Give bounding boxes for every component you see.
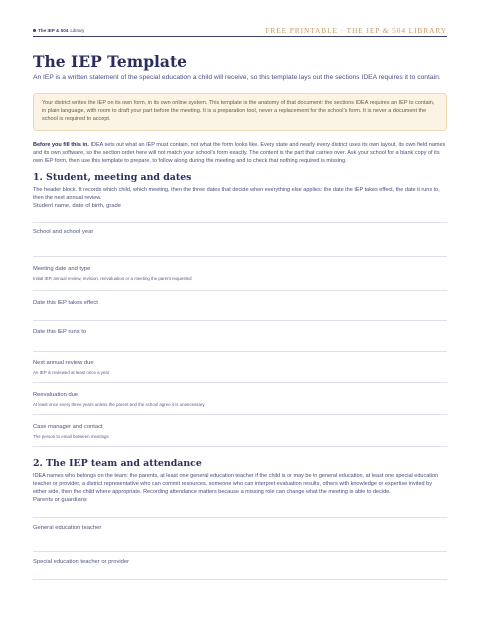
- field-label: Parents or guardians: [33, 497, 87, 503]
- field-label: Date this IEP takes effect: [33, 300, 98, 306]
- field-label: Next annual review due: [33, 360, 94, 366]
- field-label: Meeting date and type: [33, 266, 91, 272]
- brand-logo[interactable]: [33, 28, 84, 33]
- intro-body: IDEA sets out what an IEP must contain, not what the form looks like. Every state and nearly every district uses its own layout, its own field names and its own software, so the section order here will not match your school’s form exactly. The content is the part that carries over. Ask your school for a blank copy of its own IEP form, then use this template to prepare, to follow along during the meeting and to check that nothing required is missing.: [33, 141, 446, 164]
- section-desc-student: The header block. It records which child, which meeting, then the three dates that decide when everything else applies: the date the IEP takes effect, the date it runs to, then the next annual review.: [33, 187, 440, 201]
- field-hint: The person to email between meetings: [33, 434, 109, 439]
- field-meeting-date[interactable]: [33, 257, 447, 291]
- field-hint: At least once every three years unless the parent and the school agree it is unnecessary: [33, 402, 205, 407]
- header-kicker: FREE PRINTABLE · THE IEP & 504 LIBRARY: [265, 25, 447, 35]
- field-label: Student name, date of birth, grade: [33, 203, 121, 209]
- brand-suffix: Library: [70, 27, 85, 33]
- field-label: Special education teacher or provider: [33, 559, 130, 565]
- field-hint: An IEP is reviewed at least once a year: [33, 370, 110, 375]
- field-student-name[interactable]: [33, 202, 447, 223]
- lede-paragraph: An IEP is a written statement of the special education a child will receive, so this template lays out the sections IDEA requires it to contain.: [33, 74, 441, 81]
- field-parents[interactable]: [33, 496, 447, 518]
- field-school-year[interactable]: [33, 223, 447, 257]
- page-title: The IEP Template: [33, 52, 187, 71]
- brand-dot-icon: [33, 29, 36, 32]
- field-gen-ed-teacher[interactable]: [33, 518, 447, 552]
- intro-paragraph: [33, 141, 447, 165]
- field-label: School and school year: [33, 229, 94, 235]
- field-effective-date[interactable]: [33, 291, 447, 321]
- section-desc-team: IDEA names who belongs on the team: the parents, at least one general education teacher if the child is or may be in general education, at least one special education teacher or provider, a district representative who can commit resources, someone who can interpret evaluation results, others with knowledge or expertise invited by either side, then the child where appropriate. Recording attendance matters because a missing role can change what the meeting is able to decide.: [33, 473, 439, 495]
- section-heading-student: 1. Student, meeting and dates: [33, 172, 192, 183]
- field-end-date[interactable]: [33, 321, 447, 352]
- field-label: Reevaluation due: [33, 392, 79, 398]
- notice-box: Your district writes the IEP on its own form, in its own online system. This template is the anatomy of that document: the sections IDEA requires an IEP to contain, in plain language, with room to draft your part before the meeting. It is a preparation tool, never a replacement for the school’s form. It is never a document the school is required to accept.: [33, 93, 447, 131]
- section-heading-team: 2. The IEP team and attendance: [33, 458, 202, 469]
- intro-lead: Before you fill this in.: [33, 141, 89, 148]
- top-bar: [33, 0, 447, 37]
- field-label: General education teacher: [33, 525, 102, 531]
- field-annual-review[interactable]: [33, 352, 447, 383]
- field-sped-teacher[interactable]: [33, 552, 447, 580]
- field-label: Date this IEP runs to: [33, 329, 87, 335]
- sections: [33, 172, 447, 580]
- field-label: Case manager and contact: [33, 424, 103, 430]
- field-hint: Initial IEP, annual review, revision, reevaluation or a meeting the parent requested: [33, 276, 192, 281]
- field-reevaluation[interactable]: [33, 383, 447, 415]
- field-case-manager[interactable]: [33, 415, 447, 447]
- brand-name: The IEP & 504: [38, 27, 69, 33]
